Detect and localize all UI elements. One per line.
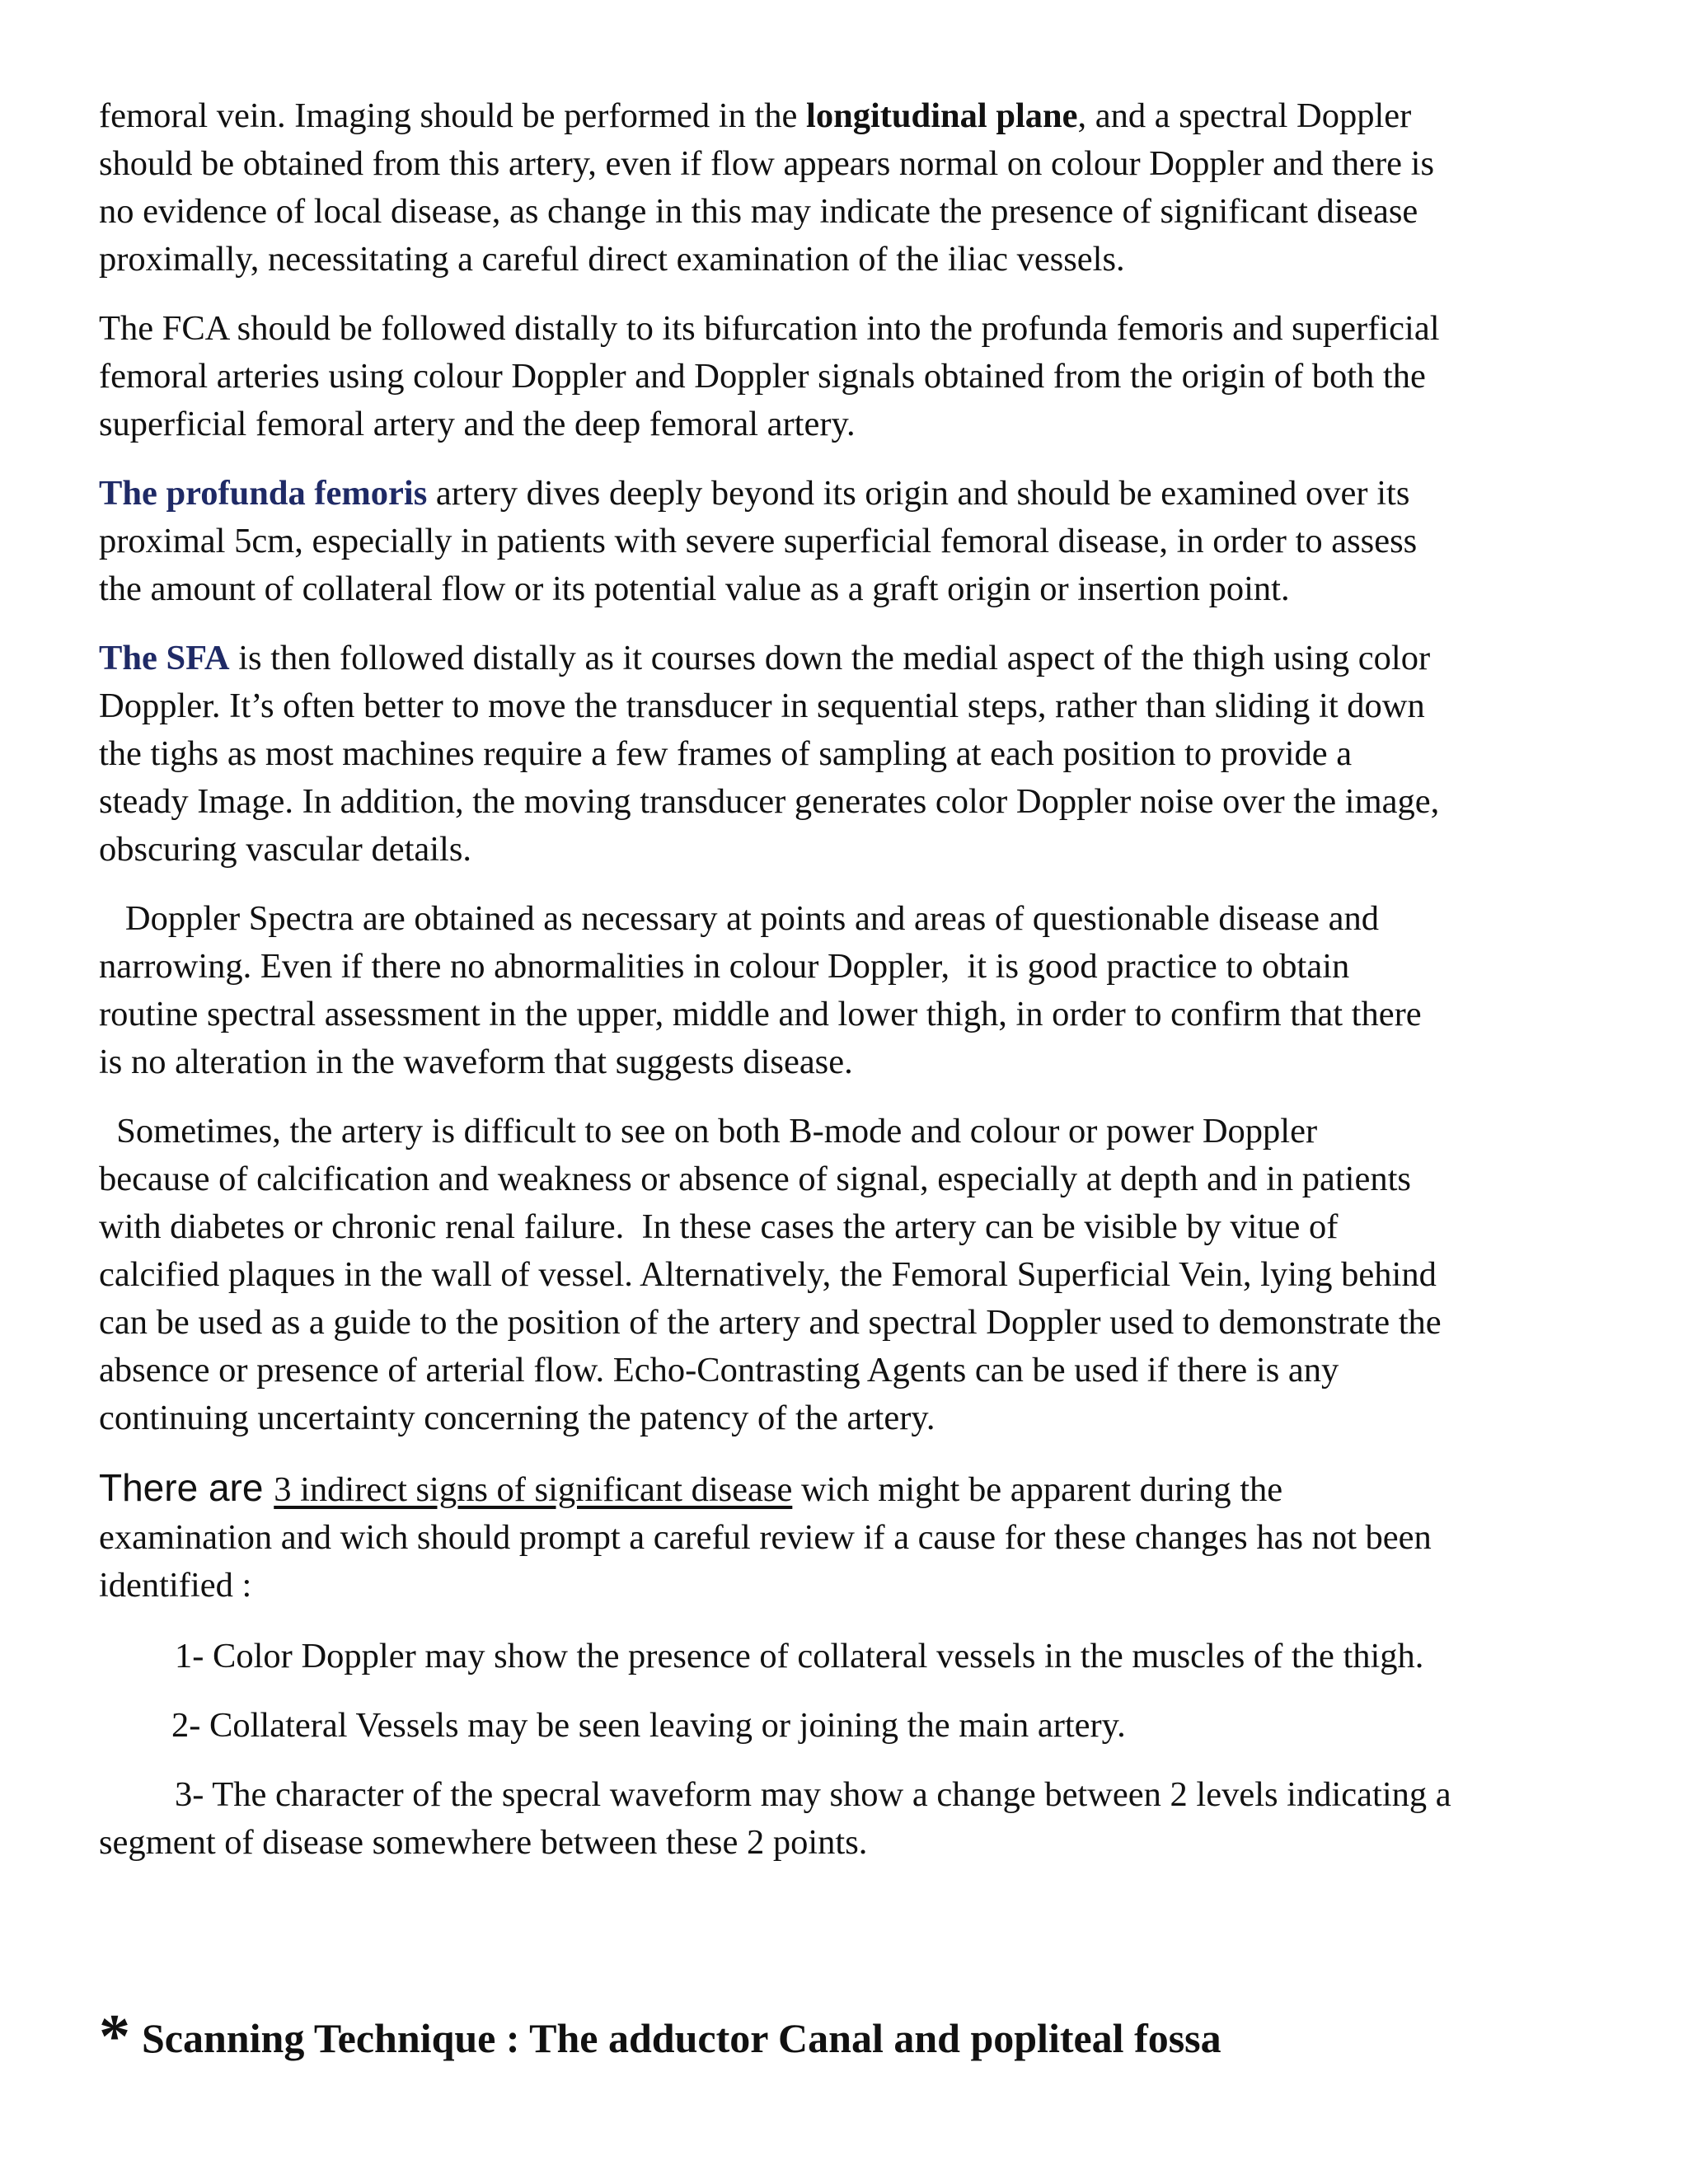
- text-line: with diabetes or chronic renal failure. In these cases the artery can be visible by vitue of: [99, 1207, 1339, 1246]
- text-line: 3- The character of the specral waveform may show a change between 2 levels indicating a: [175, 1775, 1451, 1814]
- text-line: is no alteration in the waveform that suggests disease.: [99, 1043, 853, 1081]
- text-line: because of calcification and weakness or absence of signal, especially at depth and in patients: [99, 1160, 1411, 1198]
- text-line: segment of disease somewhere between these 2 points.: [99, 1823, 868, 1862]
- text-line: no evidence of local disease, as change in this may indicate the presence of significant disease: [99, 192, 1418, 231]
- text-line: [99, 92, 1607, 140]
- text-run: femoral vein. Imaging should be performed in the: [99, 96, 807, 135]
- text-run-there-are: There are: [99, 1466, 274, 1509]
- text-line: examination and wich should prompt a careful review if a cause for these changes has not been: [99, 1518, 1432, 1557]
- text-run: wich might be apparent during the: [792, 1470, 1283, 1509]
- text-line: 2- Collateral Vessels may be seen leaving or joining the main artery.: [171, 1706, 1126, 1745]
- text-line: proximal 5cm, especially in patients with severe superficial femoral disease, in order to assess: [99, 522, 1418, 560]
- list-item-1: [99, 1633, 1607, 1680]
- text-run: , and a spectral Doppler: [1077, 96, 1412, 135]
- text-line: continuing uncertainty concerning the patency of the artery.: [99, 1399, 935, 1437]
- highlight-term-profunda-femoris: The profunda femoris: [99, 474, 428, 513]
- heading-text: Scanning Technique : The adductor Canal and popliteal fossa: [142, 2015, 1221, 2061]
- text-line: can be used as a guide to the position of the artery and spectral Doppler used to demonstrate the: [99, 1303, 1442, 1342]
- section-heading: [99, 2002, 1221, 2071]
- text-line: should be obtained from this artery, even if flow appears normal on colour Doppler and there is: [99, 144, 1435, 183]
- text-line: superficial femoral artery and the deep femoral artery.: [99, 405, 856, 443]
- text-line: Doppler. It’s often better to move the transducer in sequential steps, rather than sliding it down: [99, 687, 1425, 725]
- list-item-3: [99, 1771, 1607, 1867]
- text-run: artery dives deeply beyond its origin and should be examined over its: [427, 474, 1410, 513]
- paragraph-doppler-spectra: [99, 895, 1607, 1086]
- highlight-term-sfa: The SFA: [99, 639, 230, 677]
- text-line: routine spectral assessment in the upper, middle and lower thigh, in order to confirm that there: [99, 995, 1422, 1033]
- paragraph-fca: [99, 305, 1607, 448]
- text-line: [99, 1464, 1607, 1514]
- paragraph-sfa: [99, 635, 1607, 874]
- text-line: proximally, necessitating a careful direct examination of the iliac vessels.: [99, 240, 1125, 279]
- list-item-2: [99, 1702, 1607, 1750]
- text-line: calcified plaques in the wall of vessel. Alternatively, the Femoral Superficial Vein, lying behind: [99, 1255, 1437, 1294]
- text-line: the amount of collateral flow or its potential value as a graft origin or insertion point.: [99, 569, 1290, 608]
- text-line: femoral arteries using colour Doppler and Doppler signals obtained from the origin of both the: [99, 357, 1426, 396]
- paragraph-indirect-signs: [99, 1464, 1607, 1610]
- text-line: absence or presence of arterial flow. Echo-Contrasting Agents can be used if there is any: [99, 1351, 1339, 1390]
- text-line: Doppler Spectra are obtained as necessary at points and areas of questionable disease and: [99, 899, 1380, 938]
- text-line: steady Image. In addition, the moving transducer generates color Doppler noise over the image,: [99, 782, 1440, 821]
- paragraph-calcification: [99, 1108, 1607, 1442]
- underlined-term-indirect-signs: 3 indirect signs of significant disease: [274, 1470, 793, 1509]
- text-line: The FCA should be followed distally to its bifurcation into the profunda femoris and superficial: [99, 309, 1440, 348]
- text-line: narrowing. Even if there no abnormalities in colour Doppler, it is good practice to obtain: [99, 947, 1350, 986]
- asterisk-bullet: *: [99, 2002, 130, 2071]
- bold-term-longitudinal-plane: longitudinal plane: [806, 96, 1078, 135]
- paragraph-femoral-vein: [99, 92, 1607, 284]
- text-run: is then followed distally as it courses down the medial aspect of the thigh using color: [229, 639, 1431, 677]
- text-line: [99, 470, 1607, 518]
- text-line: 1- Color Doppler may show the presence of collateral vessels in the muscles of the thigh.: [175, 1637, 1424, 1675]
- text-line: identified :: [99, 1566, 252, 1605]
- text-line: the tighs as most machines require a few frames of sampling at each position to provide a: [99, 734, 1353, 773]
- document-body: [99, 92, 1607, 1867]
- text-line: [99, 635, 1607, 682]
- text-line: obscuring vascular details.: [99, 830, 472, 869]
- paragraph-profunda-femoris: [99, 470, 1607, 613]
- text-line: Sometimes, the artery is difficult to see on both B-mode and colour or power Doppler: [99, 1112, 1318, 1151]
